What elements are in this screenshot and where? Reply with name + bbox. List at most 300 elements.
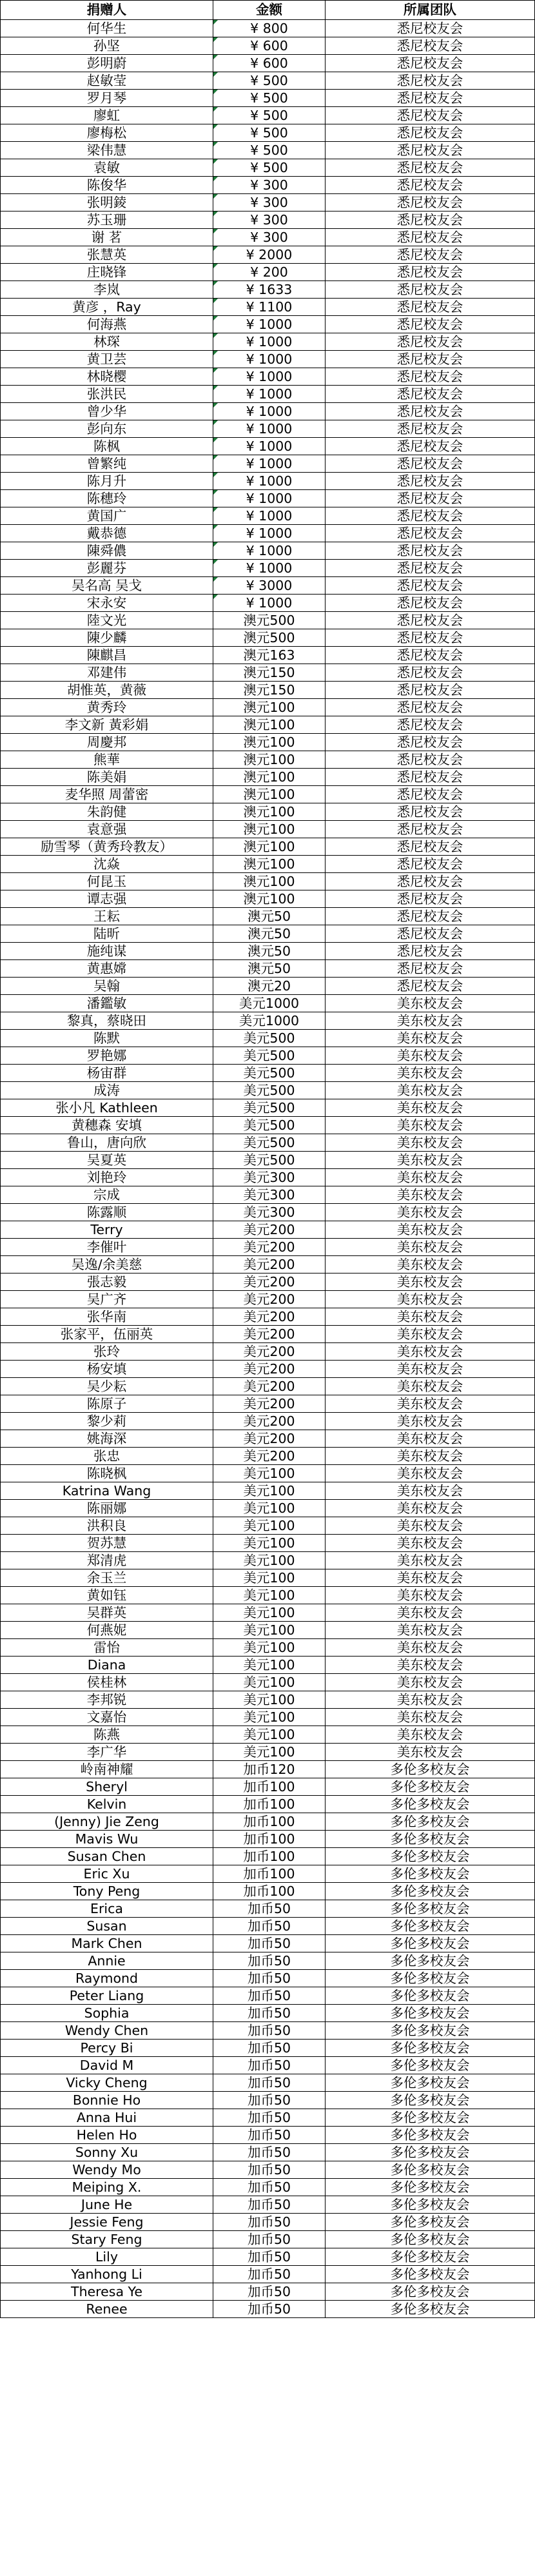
amount-cell[interactable]: 美元500 [213,1047,326,1065]
donor-cell[interactable]: Erica [1,1900,213,1918]
donor-cell[interactable]: Susan [1,1918,213,1935]
team-cell[interactable]: 悉尼校友会 [326,246,535,264]
amount-cell[interactable]: 澳元100 [213,786,326,803]
amount-cell[interactable]: 美元500 [213,1134,326,1152]
donor-cell[interactable]: 陈美娟 [1,769,213,786]
donor-cell[interactable]: 岭南神耀 [1,1761,213,1778]
team-cell[interactable]: 多伦多校友会 [326,2266,535,2283]
team-cell[interactable]: 美东校友会 [326,1308,535,1326]
donor-cell[interactable]: Anna Hui [1,2109,213,2127]
donor-cell[interactable]: 何昆玉 [1,873,213,890]
team-cell[interactable]: 美东校友会 [326,1082,535,1099]
amount-cell[interactable]: 澳元100 [213,769,326,786]
donor-cell[interactable]: 何海燕 [1,316,213,333]
donor-cell[interactable]: 张慧英 [1,246,213,264]
amount-cell[interactable]: 美元500 [213,1082,326,1099]
amount-cell[interactable]: 美元100 [213,1622,326,1639]
donor-cell[interactable]: 陈枫 [1,438,213,455]
donor-cell[interactable]: 黄秀玲 [1,699,213,716]
donor-cell[interactable]: 袁敏 [1,159,213,177]
amount-cell[interactable]: ¥ 1000 [213,368,326,386]
amount-cell[interactable]: 澳元500 [213,612,326,629]
amount-cell[interactable]: 美元200 [213,1430,326,1448]
team-cell[interactable]: 美东校友会 [326,1099,535,1117]
team-cell[interactable]: 悉尼校友会 [326,821,535,838]
amount-cell[interactable]: 美元100 [213,1726,326,1744]
donor-cell[interactable]: Stary Feng [1,2231,213,2248]
amount-cell[interactable]: ¥ 500 [213,72,326,90]
amount-cell[interactable]: ¥ 1000 [213,333,326,351]
team-cell[interactable]: 悉尼校友会 [326,978,535,995]
amount-cell[interactable]: ¥ 300 [213,194,326,211]
team-cell[interactable]: 悉尼校友会 [326,803,535,821]
team-cell[interactable]: 美东校友会 [326,1500,535,1517]
team-cell[interactable]: 悉尼校友会 [326,960,535,978]
donor-cell[interactable]: 罗月琴 [1,90,213,107]
amount-cell[interactable]: 澳元50 [213,943,326,960]
donor-cell[interactable]: 陈露顺 [1,1204,213,1221]
team-cell[interactable]: 悉尼校友会 [326,107,535,124]
team-cell[interactable]: 悉尼校友会 [326,124,535,142]
amount-cell[interactable]: 加币100 [213,1883,326,1900]
donor-cell[interactable]: 陈燕 [1,1726,213,1744]
team-cell[interactable]: 悉尼校友会 [326,299,535,316]
team-cell[interactable]: 悉尼校友会 [326,368,535,386]
team-cell[interactable]: 美东校友会 [326,1012,535,1030]
amount-cell[interactable]: 澳元100 [213,751,326,769]
donor-cell[interactable]: 姚海深 [1,1430,213,1448]
team-cell[interactable]: 多伦多校友会 [326,1796,535,1813]
team-cell[interactable]: 美东校友会 [326,1465,535,1482]
team-cell[interactable]: 悉尼校友会 [326,490,535,507]
donor-cell[interactable]: Wendy Mo [1,2161,213,2179]
donor-cell[interactable]: 张小凡 Kathleen [1,1099,213,1117]
donor-cell[interactable]: (Jenny) Jie Zeng [1,1813,213,1831]
donor-cell[interactable]: 梁伟慧 [1,142,213,159]
amount-cell[interactable]: ¥ 1000 [213,595,326,612]
donor-cell[interactable]: 雷怡 [1,1639,213,1657]
donor-cell[interactable]: Mark Chen [1,1935,213,1952]
amount-cell[interactable]: 美元100 [213,1744,326,1761]
amount-cell[interactable]: 加币50 [213,2266,326,2283]
amount-cell[interactable]: 加币50 [213,2231,326,2248]
amount-cell[interactable]: 加币50 [213,1900,326,1918]
amount-cell[interactable]: 澳元100 [213,803,326,821]
amount-cell[interactable]: 美元200 [213,1256,326,1273]
team-cell[interactable]: 悉尼校友会 [326,595,535,612]
amount-cell[interactable]: 澳元100 [213,873,326,890]
donor-cell[interactable]: 黄穗森 安填 [1,1117,213,1134]
donor-cell[interactable]: 陆昕 [1,925,213,943]
amount-cell[interactable]: 美元200 [213,1291,326,1308]
donor-cell[interactable]: 邓建伟 [1,664,213,682]
team-cell[interactable]: 美东校友会 [326,1587,535,1604]
amount-cell[interactable]: 加币50 [213,2179,326,2196]
donor-cell[interactable]: Sonny Xu [1,2144,213,2161]
amount-cell[interactable]: ¥ 1000 [213,420,326,438]
team-cell[interactable]: 多伦多校友会 [326,2092,535,2109]
team-cell[interactable]: 悉尼校友会 [326,873,535,890]
team-cell[interactable]: 悉尼校友会 [326,507,535,525]
donor-cell[interactable]: 熊華 [1,751,213,769]
team-cell[interactable]: 美东校友会 [326,1657,535,1674]
team-cell[interactable]: 美东校友会 [326,1239,535,1256]
donor-cell[interactable]: 吴广齐 [1,1291,213,1308]
amount-cell[interactable]: 美元100 [213,1709,326,1726]
amount-cell[interactable]: ¥ 800 [213,20,326,37]
amount-cell[interactable]: 加币50 [213,2092,326,2109]
team-cell[interactable]: 美东校友会 [326,1639,535,1657]
amount-cell[interactable]: 美元100 [213,1500,326,1517]
donor-cell[interactable]: 王耘 [1,908,213,925]
team-cell[interactable]: 悉尼校友会 [326,838,535,856]
team-cell[interactable]: 多伦多校友会 [326,1813,535,1831]
donor-cell[interactable]: Jessie Feng [1,2214,213,2231]
team-cell[interactable]: 美东校友会 [326,1535,535,1552]
team-cell[interactable]: 美东校友会 [326,1552,535,1569]
amount-cell[interactable]: 澳元150 [213,682,326,699]
donor-cell[interactable]: 吴翰 [1,978,213,995]
amount-cell[interactable]: 美元100 [213,1639,326,1657]
team-cell[interactable]: 悉尼校友会 [326,577,535,595]
amount-cell[interactable]: 美元200 [213,1413,326,1430]
team-cell[interactable]: 美东校友会 [326,1604,535,1622]
team-cell[interactable]: 悉尼校友会 [326,908,535,925]
team-cell[interactable]: 多伦多校友会 [326,2005,535,2022]
amount-cell[interactable]: 澳元150 [213,664,326,682]
team-cell[interactable]: 悉尼校友会 [326,682,535,699]
donor-cell[interactable]: 杨安填 [1,1361,213,1378]
donor-cell[interactable]: 励雪琴（黄秀玲教友） [1,838,213,856]
team-cell[interactable]: 多伦多校友会 [326,1778,535,1796]
team-cell[interactable]: 多伦多校友会 [326,2283,535,2301]
team-cell[interactable]: 悉尼校友会 [326,90,535,107]
amount-cell[interactable]: 澳元163 [213,647,326,664]
donor-cell[interactable]: 陈默 [1,1030,213,1047]
amount-cell[interactable]: ¥ 3000 [213,577,326,595]
amount-cell[interactable]: ¥ 2000 [213,246,326,264]
donor-cell[interactable]: Raymond [1,1970,213,1987]
donor-cell[interactable]: 杨宙群 [1,1065,213,1082]
amount-cell[interactable]: 加币50 [213,1952,326,1970]
team-cell[interactable]: 美东校友会 [326,1169,535,1186]
team-cell[interactable]: 多伦多校友会 [326,2301,535,2318]
team-cell[interactable]: 美东校友会 [326,1517,535,1535]
donor-cell[interactable]: 洪积良 [1,1517,213,1535]
donor-cell[interactable]: 苏玉珊 [1,211,213,229]
amount-cell[interactable]: 加币100 [213,1813,326,1831]
team-cell[interactable]: 美东校友会 [326,1134,535,1152]
donor-cell[interactable]: 陈晓枫 [1,1465,213,1482]
team-cell[interactable]: 美东校友会 [326,1622,535,1639]
team-cell[interactable]: 美东校友会 [326,995,535,1012]
amount-cell[interactable]: ¥ 1100 [213,299,326,316]
amount-cell[interactable]: ¥ 300 [213,229,326,246]
donor-cell[interactable]: 贺苏慧 [1,1535,213,1552]
team-cell[interactable]: 多伦多校友会 [326,1865,535,1883]
donor-cell[interactable]: 黎真，蔡晓田 [1,1012,213,1030]
amount-cell[interactable]: 美元200 [213,1361,326,1378]
donor-cell[interactable]: 吴逸/余美慈 [1,1256,213,1273]
team-cell[interactable]: 美东校友会 [326,1343,535,1361]
donor-cell[interactable]: Renee [1,2301,213,2318]
donor-cell[interactable]: 曾少华 [1,403,213,420]
donor-cell[interactable]: 陈原子 [1,1395,213,1413]
team-cell[interactable]: 悉尼校友会 [326,786,535,803]
donor-cell[interactable]: Tony Peng [1,1883,213,1900]
amount-cell[interactable]: 加币50 [213,2057,326,2074]
team-cell[interactable]: 悉尼校友会 [326,316,535,333]
amount-cell[interactable]: 澳元100 [213,890,326,908]
amount-cell[interactable]: 美元200 [213,1308,326,1326]
amount-cell[interactable]: 澳元100 [213,856,326,873]
amount-cell[interactable]: 加币50 [213,1987,326,2005]
team-cell[interactable]: 美东校友会 [326,1256,535,1273]
amount-cell[interactable]: ¥ 500 [213,90,326,107]
donor-cell[interactable]: 麦华照 周蕾密 [1,786,213,803]
donor-cell[interactable]: 张家平，伍丽英 [1,1326,213,1343]
donor-cell[interactable]: 黄如钰 [1,1587,213,1604]
amount-cell[interactable]: ¥ 1000 [213,473,326,490]
donor-cell[interactable]: Mavis Wu [1,1831,213,1848]
donor-cell[interactable]: 侯桂林 [1,1674,213,1691]
team-cell[interactable]: 悉尼校友会 [326,194,535,211]
team-cell[interactable]: 悉尼校友会 [326,943,535,960]
donor-cell[interactable]: 罗艳娜 [1,1047,213,1065]
team-cell[interactable]: 多伦多校友会 [326,2127,535,2144]
team-cell[interactable]: 美东校友会 [326,1047,535,1065]
amount-cell[interactable]: 澳元50 [213,960,326,978]
amount-cell[interactable]: 加币50 [213,1935,326,1952]
team-cell[interactable]: 多伦多校友会 [326,2179,535,2196]
team-cell[interactable]: 悉尼校友会 [326,612,535,629]
donor-cell[interactable]: 李文新 黃彩娟 [1,716,213,734]
team-cell[interactable]: 美东校友会 [326,1030,535,1047]
team-cell[interactable]: 多伦多校友会 [326,1970,535,1987]
amount-cell[interactable]: 美元300 [213,1186,326,1204]
donor-cell[interactable]: 文嘉怡 [1,1709,213,1726]
donor-cell[interactable]: Lily [1,2248,213,2266]
donor-cell[interactable]: 袁意强 [1,821,213,838]
amount-cell[interactable]: 美元100 [213,1535,326,1552]
donor-cell[interactable]: 鲁山，唐向欣 [1,1134,213,1152]
donor-cell[interactable]: Bonnie Ho [1,2092,213,2109]
team-cell[interactable]: 美东校友会 [326,1326,535,1343]
amount-cell[interactable]: ¥ 1000 [213,351,326,368]
team-cell[interactable]: 多伦多校友会 [326,2109,535,2127]
amount-cell[interactable]: 澳元100 [213,716,326,734]
amount-cell[interactable]: ¥ 1000 [213,403,326,420]
donor-cell[interactable]: 廖梅松 [1,124,213,142]
team-cell[interactable]: 多伦多校友会 [326,2196,535,2214]
amount-cell[interactable]: 加币50 [213,1918,326,1935]
amount-cell[interactable]: 加币50 [213,2283,326,2301]
team-cell[interactable]: 美东校友会 [326,1674,535,1691]
donor-cell[interactable]: 彭明蔚 [1,55,213,72]
team-cell[interactable]: 美东校友会 [326,1448,535,1465]
team-cell[interactable]: 悉尼校友会 [326,142,535,159]
donor-cell[interactable]: 何燕妮 [1,1622,213,1639]
header-donor[interactable]: 捐赠人 [1,1,213,20]
team-cell[interactable]: 美东校友会 [326,1361,535,1378]
team-cell[interactable]: 悉尼校友会 [326,525,535,542]
donor-cell[interactable]: 赵敏莹 [1,72,213,90]
team-cell[interactable]: 美东校友会 [326,1395,535,1413]
team-cell[interactable]: 悉尼校友会 [326,542,535,560]
team-cell[interactable]: 多伦多校友会 [326,2248,535,2266]
amount-cell[interactable]: 美元1000 [213,1012,326,1030]
team-cell[interactable]: 多伦多校友会 [326,1900,535,1918]
amount-cell[interactable]: 加币50 [213,2127,326,2144]
amount-cell[interactable]: 美元500 [213,1152,326,1169]
amount-cell[interactable]: ¥ 1000 [213,438,326,455]
amount-cell[interactable]: ¥ 600 [213,37,326,55]
amount-cell[interactable]: 美元500 [213,1065,326,1082]
amount-cell[interactable]: ¥ 500 [213,124,326,142]
team-cell[interactable]: 美东校友会 [326,1430,535,1448]
team-cell[interactable]: 多伦多校友会 [326,2040,535,2057]
amount-cell[interactable]: 加币100 [213,1865,326,1883]
team-cell[interactable]: 悉尼校友会 [326,403,535,420]
donor-cell[interactable]: 李邦锐 [1,1691,213,1709]
amount-cell[interactable]: 加币100 [213,1831,326,1848]
donor-cell[interactable]: 陳舜儂 [1,542,213,560]
amount-cell[interactable]: ¥ 1000 [213,507,326,525]
donor-cell[interactable]: 廖虹 [1,107,213,124]
team-cell[interactable]: 悉尼校友会 [326,55,535,72]
amount-cell[interactable]: 加币100 [213,1848,326,1865]
donor-cell[interactable]: Percy Bi [1,2040,213,2057]
team-cell[interactable]: 悉尼校友会 [326,629,535,647]
team-cell[interactable]: 悉尼校友会 [326,211,535,229]
team-cell[interactable]: 美东校友会 [326,1726,535,1744]
donor-cell[interactable]: Eric Xu [1,1865,213,1883]
team-cell[interactable]: 美东校友会 [326,1378,535,1395]
amount-cell[interactable]: 澳元100 [213,699,326,716]
amount-cell[interactable]: ¥ 1000 [213,525,326,542]
amount-cell[interactable]: 美元200 [213,1378,326,1395]
amount-cell[interactable]: 美元100 [213,1657,326,1674]
amount-cell[interactable]: 加币50 [213,2144,326,2161]
amount-cell[interactable]: ¥ 1000 [213,490,326,507]
amount-cell[interactable]: ¥ 1000 [213,316,326,333]
donor-cell[interactable]: 吴名高 吴戈 [1,577,213,595]
donor-cell[interactable]: 陈月升 [1,473,213,490]
donor-cell[interactable]: 胡惟英，黄薇 [1,682,213,699]
team-cell[interactable]: 美东校友会 [326,1709,535,1726]
team-cell[interactable]: 悉尼校友会 [326,20,535,37]
team-cell[interactable]: 多伦多校友会 [326,1831,535,1848]
team-cell[interactable]: 悉尼校友会 [326,72,535,90]
donor-cell[interactable]: 陈丽娜 [1,1500,213,1517]
donor-cell[interactable]: 陈俊华 [1,177,213,194]
donor-cell[interactable]: 戴恭德 [1,525,213,542]
donor-cell[interactable]: 刘艳玲 [1,1169,213,1186]
team-cell[interactable]: 悉尼校友会 [326,473,535,490]
team-cell[interactable]: 悉尼校友会 [326,925,535,943]
donor-cell[interactable]: 余玉兰 [1,1569,213,1587]
team-cell[interactable]: 悉尼校友会 [326,333,535,351]
donor-cell[interactable]: 张洪民 [1,386,213,403]
donor-cell[interactable]: Theresa Ye [1,2283,213,2301]
amount-cell[interactable]: 美元100 [213,1691,326,1709]
amount-cell[interactable]: 加币50 [213,2109,326,2127]
team-cell[interactable]: 悉尼校友会 [326,647,535,664]
amount-cell[interactable]: 澳元20 [213,978,326,995]
amount-cell[interactable]: 加币50 [213,2301,326,2318]
donor-cell[interactable]: 吴群英 [1,1604,213,1622]
amount-cell[interactable]: ¥ 600 [213,55,326,72]
amount-cell[interactable]: 加币50 [213,2040,326,2057]
team-cell[interactable]: 美东校友会 [326,1065,535,1082]
team-cell[interactable]: 多伦多校友会 [326,1987,535,2005]
amount-cell[interactable]: 美元200 [213,1395,326,1413]
team-cell[interactable]: 美东校友会 [326,1482,535,1500]
amount-cell[interactable]: ¥ 500 [213,159,326,177]
team-cell[interactable]: 悉尼校友会 [326,351,535,368]
amount-cell[interactable]: 美元500 [213,1030,326,1047]
team-cell[interactable]: 悉尼校友会 [326,455,535,473]
team-cell[interactable]: 悉尼校友会 [326,281,535,299]
team-cell[interactable]: 悉尼校友会 [326,386,535,403]
donor-cell[interactable]: 林晓樱 [1,368,213,386]
team-cell[interactable]: 悉尼校友会 [326,751,535,769]
donor-cell[interactable]: Terry [1,1221,213,1239]
amount-cell[interactable]: 美元200 [213,1448,326,1465]
amount-cell[interactable]: ¥ 500 [213,107,326,124]
donor-cell[interactable]: 黄惠嫦 [1,960,213,978]
team-cell[interactable]: 悉尼校友会 [326,734,535,751]
team-cell[interactable]: 美东校友会 [326,1186,535,1204]
amount-cell[interactable]: ¥ 1000 [213,386,326,403]
amount-cell[interactable]: 澳元100 [213,838,326,856]
donor-cell[interactable]: 黄彦 ，Ray [1,299,213,316]
donor-cell[interactable]: 黄国广 [1,507,213,525]
team-cell[interactable]: 悉尼校友会 [326,856,535,873]
donor-cell[interactable]: 陸文光 [1,612,213,629]
header-amount[interactable]: 金额 [213,1,326,20]
amount-cell[interactable]: 美元100 [213,1482,326,1500]
donor-cell[interactable]: 张明錂 [1,194,213,211]
team-cell[interactable]: 多伦多校友会 [326,2057,535,2074]
team-cell[interactable]: 悉尼校友会 [326,177,535,194]
amount-cell[interactable]: 美元100 [213,1569,326,1587]
team-cell[interactable]: 多伦多校友会 [326,1952,535,1970]
donor-cell[interactable]: Yanhong Li [1,2266,213,2283]
team-cell[interactable]: 美东校友会 [326,1221,535,1239]
donor-cell[interactable]: 黄卫芸 [1,351,213,368]
team-cell[interactable]: 多伦多校友会 [326,2214,535,2231]
donor-cell[interactable]: Peter Liang [1,1987,213,2005]
donor-cell[interactable]: June He [1,2196,213,2214]
amount-cell[interactable]: ¥ 1000 [213,455,326,473]
amount-cell[interactable]: 美元200 [213,1239,326,1256]
donor-cell[interactable]: Wendy Chen [1,2022,213,2040]
amount-cell[interactable]: 美元100 [213,1517,326,1535]
amount-cell[interactable]: ¥ 300 [213,177,326,194]
donor-cell[interactable]: 李催叶 [1,1239,213,1256]
team-cell[interactable]: 多伦多校友会 [326,2022,535,2040]
donor-cell[interactable]: 吴夏英 [1,1152,213,1169]
amount-cell[interactable]: 澳元500 [213,629,326,647]
donor-cell[interactable]: 宋永安 [1,595,213,612]
donor-cell[interactable]: 谢 茗 [1,229,213,246]
team-cell[interactable]: 悉尼校友会 [326,264,535,281]
donor-cell[interactable]: 周慶邦 [1,734,213,751]
donor-cell[interactable]: 李岚 [1,281,213,299]
team-cell[interactable]: 美东校友会 [326,1569,535,1587]
donor-cell[interactable]: Diana [1,1657,213,1674]
